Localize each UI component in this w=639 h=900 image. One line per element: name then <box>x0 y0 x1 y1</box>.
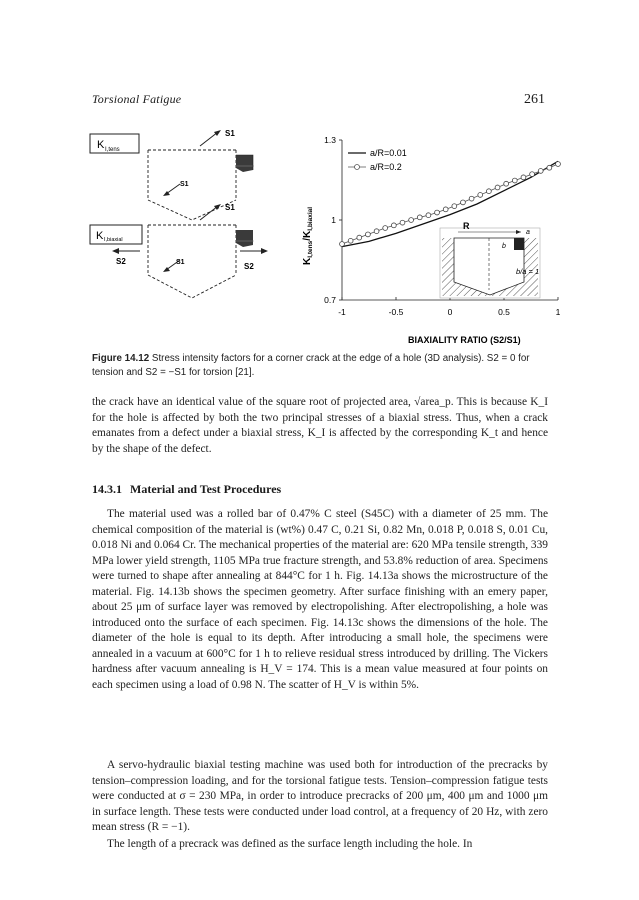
caption-label: Figure 14.12 <box>92 353 150 364</box>
y-tick-label: 1 <box>331 215 336 225</box>
paragraph-2 <box>92 507 548 693</box>
section-number: 14.3.1 <box>92 482 122 496</box>
data-point <box>486 189 491 194</box>
x-tick-label: 0.5 <box>498 307 510 317</box>
svg-text:S1: S1 <box>225 203 235 212</box>
data-point <box>417 215 422 220</box>
data-point <box>452 204 457 209</box>
y-tick-label: 1.3 <box>324 135 336 145</box>
data-point <box>469 196 474 201</box>
data-point <box>443 207 448 212</box>
data-point <box>547 165 552 170</box>
paragraph-3-text: A servo-hydraulic biaxial testing machine was used both for introduction of the precracks by tension–compression loading, and for the torsional fatigue tests. Tension–compression fatigue tests were conducted at σ = 230 MPa, in order to introduce precracks of 200 μm, 400 μm and 1000 μm in surface length. These tests were conducted under load control, at a frequency of 20 Hz, with zero mean stress (R = −1). <box>92 759 548 833</box>
data-point <box>374 229 379 234</box>
svg-text:I,biaxial: I,biaxial <box>104 237 123 243</box>
svg-text:I,tens: I,tens <box>105 147 120 153</box>
section-title: Material and Test Procedures <box>130 482 282 496</box>
data-point <box>461 200 466 205</box>
running-head: Torsional Fatigue <box>92 92 182 106</box>
caption-text: Stress intensity factors for a corner crack at the edge of a hole (3D analysis). S2 = 0 for tension and S2 = −S1 for torsion [21]. <box>92 353 530 378</box>
x-tick-label: -1 <box>338 307 346 317</box>
svg-text:S1: S1 <box>180 181 189 188</box>
data-point <box>521 175 526 180</box>
data-point <box>504 181 509 186</box>
paragraph-1 <box>92 395 548 457</box>
legend-label-1: a/R=0.01 <box>370 148 407 158</box>
legend-marker-2 <box>355 165 360 170</box>
data-point <box>426 213 431 218</box>
k-tens-box <box>90 134 139 153</box>
inset-b-label: b <box>502 243 506 250</box>
data-point <box>409 218 414 223</box>
paragraph-4 <box>92 837 548 853</box>
data-point <box>435 210 440 215</box>
y-tick-label: 0.7 <box>324 295 336 305</box>
inset-r-label: R <box>463 221 470 231</box>
svg-text:S2: S2 <box>244 262 254 271</box>
specimen-biaxial <box>112 203 268 298</box>
inset-ratio-label: b/a = 1 <box>516 267 540 276</box>
data-point <box>357 235 362 240</box>
y-axis-label: $K_{I,tens}/K_{I,biaxial}$ <box>302 206 314 265</box>
legend <box>348 148 407 172</box>
figure-14-12 <box>88 120 561 355</box>
svg-text:S1: S1 <box>225 129 235 138</box>
figure-caption <box>92 352 550 380</box>
inset-a-label: a <box>526 229 530 236</box>
x-tick-label: 1 <box>555 307 561 317</box>
data-point <box>366 232 371 237</box>
x-tick-label: 0 <box>447 307 453 317</box>
data-point <box>530 172 535 177</box>
page-number: 261 <box>524 92 545 107</box>
svg-text:K: K <box>97 139 105 151</box>
paragraph-2-text: The material used was a rolled bar of 0.47% C steel (S45C) with a diameter of 25 mm. The chemical composition of the material is (wt%) 0.47 C, 0.21 Si, 0.82 Mn, 0.018 P, 0.018 S, 0.01 Cu, 0.018 Ni and 0.064 Cr. The mechanical properties of the material are: 620 MPa tensile strength, 339 MPa lower yield strength, 1105 MPa true fracture strength, and 53.8% reduction of area. Specimens were turned to shape after annealing at 844°C for 1 h. Fig. 14.13a shows the microstructure of the material. Fig. 14.13b shows the specimen geometry. After surface finishing with an emery paper, about 25 μm of surface layer was removed by electropolishing. After electropolishing, a hole was introduced onto the surface of each specimen. Fig. 14.13c shows the dimensions of the hole. The diameter of the hole is equal to its depth. After introducing a small hole, the specimens were annealed in a vacuum at 600°C for 1 h to relieve residual stress introduced by drilling. The Vickers hardness after vacuum annealing is H_V = 174. This is a mean value measured at four points on each specimen using a load of 0.98 N. The scatter of H_V is within 5%. <box>92 508 548 691</box>
data-point <box>400 220 405 225</box>
section-heading <box>92 482 281 497</box>
chart <box>302 135 561 345</box>
data-point <box>478 193 483 198</box>
data-point <box>556 162 561 167</box>
hole-inset <box>440 221 540 298</box>
data-point <box>340 242 345 247</box>
data-point <box>348 238 353 243</box>
svg-text:K: K <box>96 230 104 242</box>
data-point <box>495 185 500 190</box>
legend-label-2: a/R=0.2 <box>370 162 402 172</box>
paragraph-3 <box>92 758 548 836</box>
page-header <box>92 92 545 108</box>
paragraph-1-text: the crack have an identical value of the square root of projected area, √area_p. This is because K_I for the hole is affected by both the two principal stresses of a biaxial stress. Thus, when a crack emanates from a defect under a biaxial stress, K_I is affected by the corresponding K_t and hence by the shape of the defect. <box>92 396 548 455</box>
x-axis-label: BIAXIALITY RATIO (S2/S1) <box>408 335 521 345</box>
svg-text:S1: S1 <box>176 259 185 266</box>
data-point <box>512 178 517 183</box>
schematic-panel <box>90 129 268 298</box>
paragraph-4-text: The length of a precrack was defined as the surface length including the hole. In <box>107 838 473 850</box>
svg-text:S2: S2 <box>116 257 126 266</box>
data-point <box>538 169 543 174</box>
data-point <box>391 223 396 228</box>
data-point <box>383 226 388 231</box>
x-tick-label: -0.5 <box>388 307 404 317</box>
k-biaxial-box <box>90 225 142 244</box>
specimen-tension <box>148 129 254 220</box>
